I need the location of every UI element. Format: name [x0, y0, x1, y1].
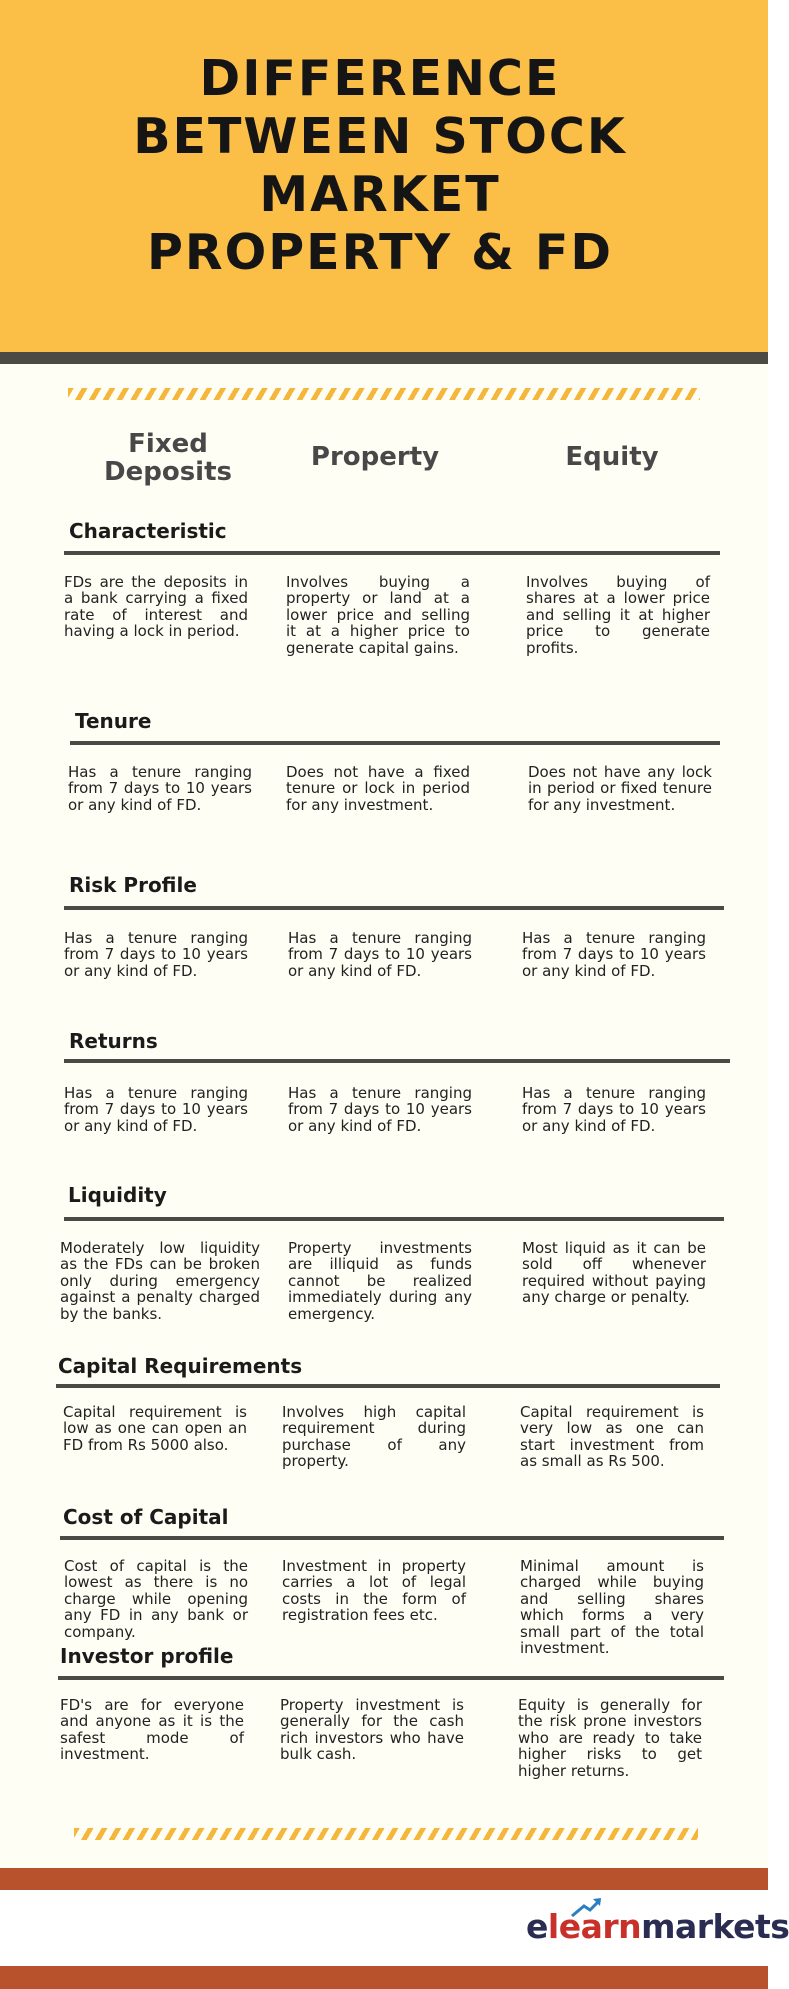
section-rule [56, 1384, 720, 1388]
footer-band [0, 1868, 768, 1890]
cell-returns-fd: Has a tenure ranging from 7 days to 10 years or any kind of FD. [64, 1084, 248, 1135]
cell-characteristic-equity: Involves buying of shares at a lower price and selling it at higher price to generate profits. [526, 573, 710, 657]
header-divider-bar [0, 352, 768, 364]
footer-bottom-band [0, 1966, 768, 1989]
section-label-risk-profile: Risk Profile [69, 873, 197, 897]
cell-tenure-equity: Does not have any lock in period or fixed tenure for any investment. [528, 763, 712, 814]
cell-cost-of-capital-equity: Minimal amount is charged while buying and selling shares which forms a very small part of the total investment. [520, 1557, 704, 1658]
section-label-tenure: Tenure [75, 709, 152, 733]
cell-capital-requirements-property: Involves high capital requirement during purchase of any property. [282, 1403, 466, 1471]
brand-prefix: e [526, 1907, 548, 1946]
top-stripe-divider [68, 388, 700, 400]
brand-logo [526, 1902, 789, 1952]
section-rule [64, 551, 720, 555]
infographic-title [60, 50, 700, 282]
cell-liquidity-equity: Most liquid as it can be sold off whenever required without paying any charge or penalty. [522, 1239, 706, 1307]
section-rule [58, 1676, 724, 1680]
cell-tenure-fd: Has a tenure ranging from 7 days to 10 years or any kind of FD. [68, 763, 252, 814]
title-line: PROPERTY & FD [146, 224, 614, 281]
section-label-characteristic: Characteristic [69, 519, 227, 543]
cell-risk-profile-equity: Has a tenure ranging from 7 days to 10 years or any kind of FD. [522, 929, 706, 980]
section-label-returns: Returns [69, 1029, 158, 1053]
section-label-cost-of-capital: Cost of Capital [63, 1505, 229, 1529]
cell-tenure-property: Does not have a fixed tenure or lock in period for any investment. [286, 763, 470, 814]
brand-wordmark [526, 1902, 789, 1952]
cell-investor-profile-property: Property investment is generally for the cash rich investors who have bulk cash. [280, 1696, 464, 1764]
cell-returns-equity: Has a tenure ranging from 7 days to 10 years or any kind of FD. [522, 1084, 706, 1135]
section-label-capital-requirements: Capital Requirements [58, 1354, 303, 1378]
bottom-stripe-divider [74, 1828, 698, 1840]
column-header-fixed-deposits: Fixed Deposits [104, 429, 232, 487]
column-header-property: Property [310, 442, 440, 472]
brand-suffix: markets [641, 1907, 789, 1946]
cell-capital-requirements-fd: Capital requirement is low as one can open an FD from Rs 5000 also. [63, 1403, 247, 1454]
cell-cost-of-capital-property: Investment in property carries a lot of legal costs in the form of registration fees etc. [282, 1557, 466, 1625]
title-line: DIFFERENCE [199, 50, 561, 107]
cell-risk-profile-fd: Has a tenure ranging from 7 days to 10 years or any kind of FD. [64, 929, 248, 980]
cell-risk-profile-property: Has a tenure ranging from 7 days to 10 years or any kind of FD. [288, 929, 472, 980]
cell-cost-of-capital-fd: Cost of capital is the lowest as there is no charge while opening any FD in any bank or company. [64, 1557, 248, 1641]
section-rule [70, 741, 720, 745]
cell-capital-requirements-equity: Capital requirement is very low as one can start investment from as small as Rs 500. [520, 1403, 704, 1471]
cell-liquidity-fd: Moderately low liquidity as the FDs can be broken only during emergency against a penalty charged by the banks. [60, 1239, 260, 1323]
cell-liquidity-property: Property investments are illiquid as funds cannot be realized immediately during any emergency. [288, 1239, 472, 1323]
column-header-equity: Equity [565, 442, 659, 472]
section-label-liquidity: Liquidity [68, 1183, 167, 1207]
title-line: BETWEEN STOCK [133, 108, 627, 165]
cell-investor-profile-fd: FD's are for everyone and anyone as it is the safest mode of investment. [60, 1696, 244, 1764]
brand-highlight: learn [547, 1907, 642, 1946]
cell-characteristic-property: Involves buying a property or land at a lower price and selling it at a higher price to generate capital gains. [286, 573, 470, 657]
rising-arrow-icon [570, 1896, 604, 1918]
cell-investor-profile-equity: Equity is generally for the risk prone investors who are ready to take higher risks to get higher returns. [518, 1696, 702, 1780]
title-line: MARKET [259, 166, 501, 223]
cell-characteristic-fd: FDs are the deposits in a bank carrying a fixed rate of interest and having a lock in period. [64, 573, 248, 641]
section-rule [60, 1536, 724, 1540]
section-rule [64, 1059, 730, 1063]
section-rule [64, 1217, 724, 1221]
cell-returns-property: Has a tenure ranging from 7 days to 10 years or any kind of FD. [288, 1084, 472, 1135]
section-label-investor-profile: Investor profile [60, 1644, 234, 1668]
section-rule [64, 906, 724, 910]
